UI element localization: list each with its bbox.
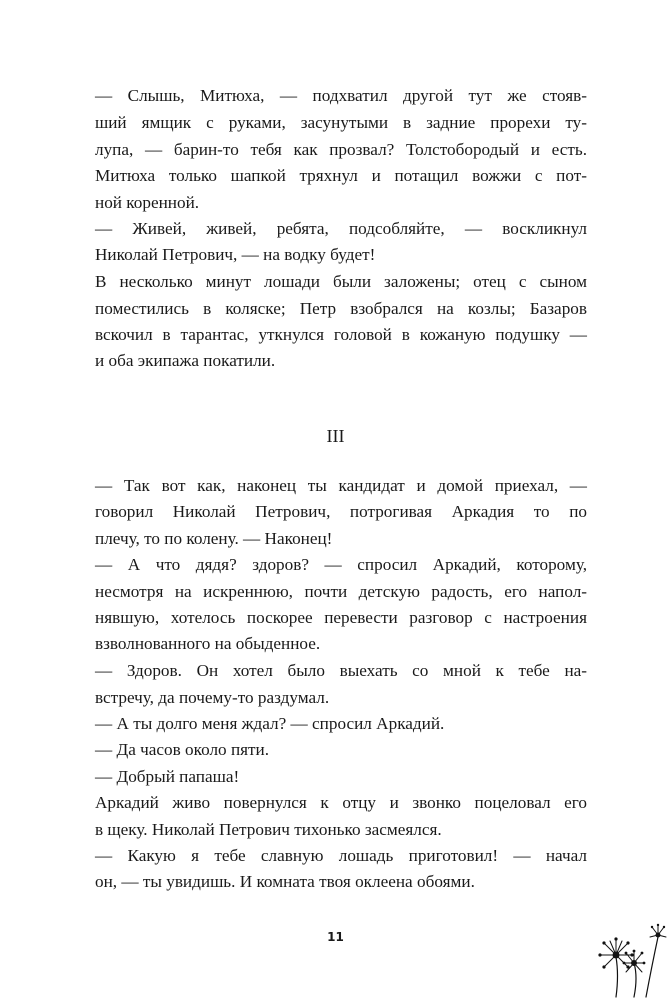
text-line: — А ты долго меня ждал? — спросил Аркадий. bbox=[95, 714, 445, 733]
text-line: нявшую, хотелось поскорее перевести разговор с настроения bbox=[95, 608, 587, 627]
text-line: ной коренной. bbox=[95, 193, 200, 212]
text-line: Митюха только шапкой тряхнул и потащил вожжи с пот- bbox=[95, 166, 587, 185]
text-line: — Живей, живей, ребята, подсобляйте, — воскликнул bbox=[95, 219, 587, 238]
page-number: 11 bbox=[327, 930, 344, 944]
text-line: в щеку. Николай Петрович тихонько засмеялся. bbox=[95, 820, 442, 839]
text-line: — Какую я тебе славную лошадь приготовил! — начал bbox=[95, 846, 587, 865]
text-line: взволнованного на обыденное. bbox=[95, 634, 321, 653]
text-line: поместились в коляске; Петр взобрался на козлы; Базаров bbox=[95, 299, 587, 318]
dandelion-icon bbox=[586, 905, 671, 1000]
text-line: говорил Николай Петрович, потрогивая Аркадия то по bbox=[95, 502, 587, 521]
text-line: В несколько минут лошади были заложены; отец с сыном bbox=[95, 272, 587, 291]
text-line: и оба экипажа покатили. bbox=[95, 351, 276, 370]
text-line: он, — ты увидишь. И комната твоя оклеена обоями. bbox=[95, 872, 475, 891]
text-line: Аркадий живо повернулся к отцу и звонко поцеловал его bbox=[95, 793, 587, 812]
chapter-heading: III bbox=[326, 426, 345, 446]
text-line: — Здоров. Он хотел было выехать со мной к тебе на- bbox=[95, 661, 587, 680]
text-line: — А что дядя? здоров? — спросил Аркадий, которому, bbox=[95, 555, 587, 574]
text-line: плечу, то по колену. — Наконец! bbox=[95, 529, 333, 548]
text-line: вскочил в тарантас, уткнулся головой в кожаную подушку — bbox=[95, 325, 587, 344]
text-line: встречу, да почему-то раздумал. bbox=[95, 688, 330, 707]
text-line: ший ямщик с руками, засунутыми в задние прорехи ту- bbox=[95, 113, 587, 132]
text-line: — Да часов около пяти. bbox=[95, 740, 270, 759]
text-line: — Слышь, Митюха, — подхватил другой тут же стояв- bbox=[95, 86, 587, 105]
text-line: — Добрый папаша! bbox=[95, 767, 240, 786]
text-line: Николай Петрович, — на водку будет! bbox=[95, 245, 376, 264]
text-line: — Так вот как, наконец ты кандидат и домой приехал, — bbox=[95, 476, 587, 495]
text-line: лупа, — барин-то тебя как прозвал? Толстобородый и есть. bbox=[95, 140, 587, 159]
text-line: несмотря на искреннюю, почти детскую радость, его напол- bbox=[95, 582, 587, 601]
